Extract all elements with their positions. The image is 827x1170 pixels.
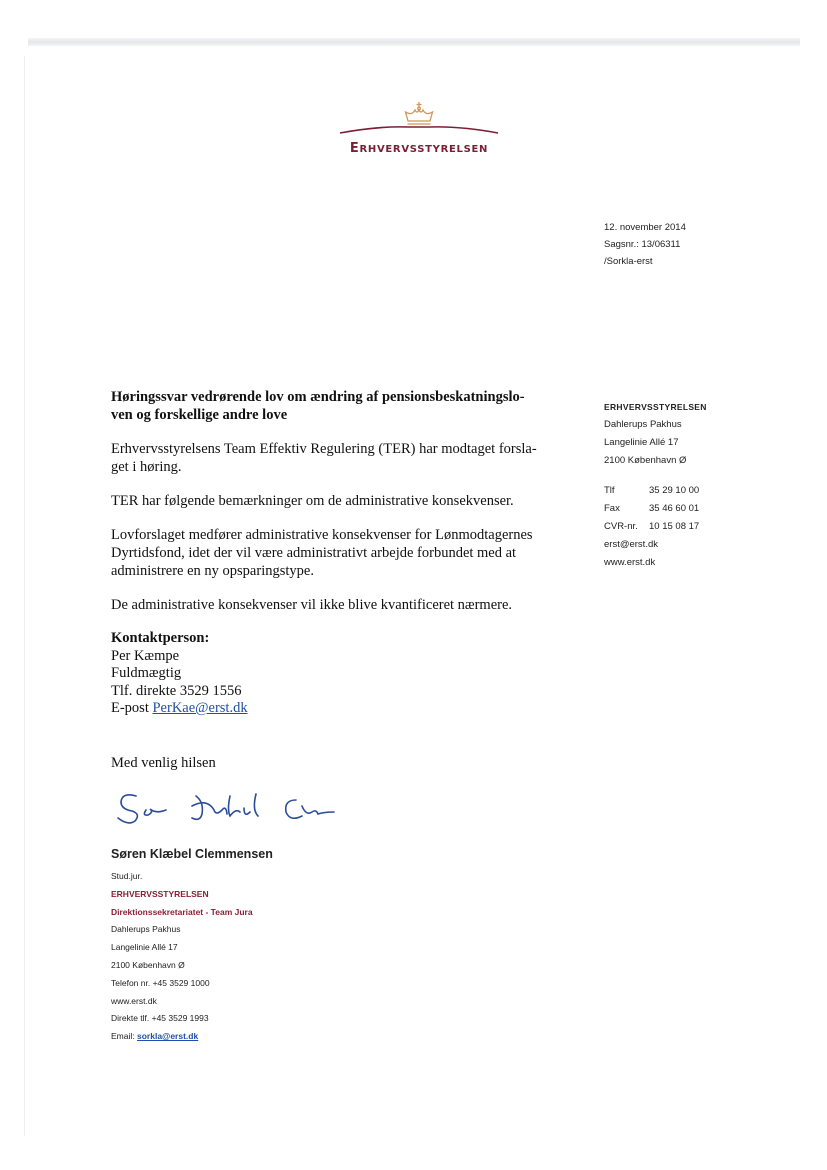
signer-name: Søren Klæbel Clemmensen [111, 847, 273, 861]
sender-email: erst@erst.dk [604, 539, 658, 550]
scan-edge-bar [28, 38, 800, 46]
letter-title [111, 388, 561, 424]
signer-phone: Telefon nr. +45 3529 1000 [111, 977, 210, 988]
paragraph-line: Erhvervsstyrelsens Team Effektiv Regulering (TER) har modtaget forsla- [111, 441, 537, 457]
signer-role: Stud.jur. [111, 871, 143, 881]
sender-address-line: Dahlerups Pakhus [604, 419, 682, 430]
signer-org: ERHVERVSSTYRELSEN [111, 888, 209, 899]
signer-email-link[interactable]: sorkla@erst.dk [137, 1031, 199, 1042]
sender-address-line: 2100 København Ø [604, 455, 687, 466]
paragraph: TER har følgende bemærkninger om de administrative konsekvenser. [111, 493, 514, 509]
contact-phone: Tlf. direkte 3529 1556 [111, 682, 242, 699]
signer-email-line [111, 1028, 273, 1046]
signer-department: Direktionssekretariatet - Team Jura [111, 906, 253, 917]
contact-name: Per Kæmpe [111, 647, 180, 664]
logo-initial: E [349, 141, 360, 156]
document-meta [604, 219, 686, 270]
logo-wordmark [338, 141, 500, 156]
closing-greeting: Med venlig hilsen [111, 755, 216, 771]
paragraph [111, 526, 561, 580]
erhvervsstyrelsen-logo [338, 100, 500, 160]
case-number: Sagsnr.: 13/06311 [604, 239, 681, 250]
document-date: 12. november 2014 [604, 222, 686, 233]
contact-email-prefix: E-post [111, 700, 149, 716]
paragraph-line: administrere en ny opsparingstype. [111, 563, 314, 579]
handwritten-signature [112, 782, 342, 832]
contact-value: 35 29 10 00 [649, 485, 700, 496]
sender-org: ERHVERVSSTYRELSEN [604, 402, 707, 412]
contact-label: Tlf [604, 485, 615, 496]
contact-label: Fax [604, 503, 620, 514]
paragraph-line: Lovforslaget medfører administrative konsekvenser for Lønmodtagernes [111, 527, 533, 543]
signer-direct-phone: Direkte tlf. +45 3529 1993 [111, 1013, 209, 1024]
signer-web: www.erst.dk [111, 995, 157, 1006]
paragraph-line: get i høring. [111, 459, 182, 475]
sender-phone [604, 482, 707, 500]
signer-address-line: Dahlerups Pakhus [111, 924, 181, 935]
sender-address-line: Langelinie Allé 17 [604, 437, 679, 448]
sender-web: www.erst.dk [604, 557, 656, 568]
signer-address-line: 2100 København Ø [111, 959, 185, 970]
paragraph-line: Dyrtidsfond, idet der vil være administrativt arbejde forbundet med at [111, 545, 517, 561]
contact-heading: Kontaktperson: [111, 630, 210, 646]
signer-email-label: Email: [111, 1031, 135, 1042]
sender-info [604, 398, 707, 572]
paragraph: De administrative konsekvenser vil ikke blive kvantificeret nærmere. [111, 597, 513, 613]
letter-title-line: ven og forskellige andre love [111, 407, 288, 423]
reference: /Sorkla-erst [604, 256, 653, 267]
scan-margin-line [24, 56, 25, 1136]
contact-email-line [111, 700, 561, 718]
contact-person-block [111, 630, 561, 718]
logo-wordmark-rest: RHVERVSSTYRELSEN [359, 144, 489, 155]
contact-email-link[interactable]: PerKae@erst.dk [152, 700, 248, 716]
paragraph [111, 440, 561, 476]
contact-title: Fuldmægtig [111, 665, 182, 681]
signer-address-line: Langelinie Allé 17 [111, 942, 178, 953]
sender-fax [604, 500, 707, 518]
letter-body [111, 388, 561, 718]
signature-block [111, 846, 273, 1046]
contact-value: 35 46 60 01 [649, 503, 700, 514]
letter-title-line: Høringssvar vedrørende lov om ændring af pensionsbeskatningslo- [111, 389, 525, 405]
contact-value: 10 15 08 17 [649, 521, 700, 532]
contact-label: CVR-nr. [604, 521, 638, 532]
crown-icon [338, 100, 500, 140]
sender-cvr [604, 518, 707, 536]
